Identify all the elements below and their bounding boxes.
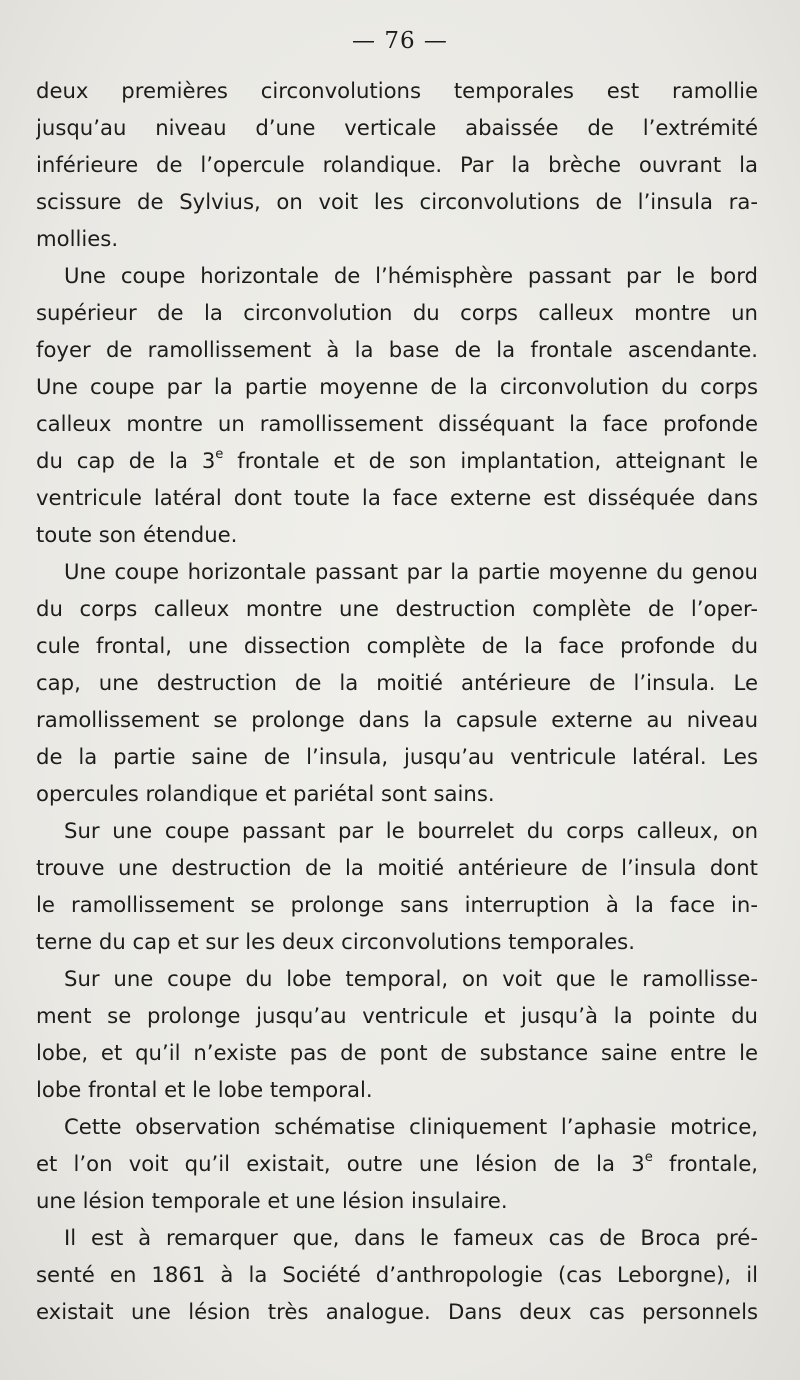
paragraph (36, 72, 758, 257)
paragraph (36, 1219, 758, 1330)
text-line: supérieur de la circonvolution du corps calleux montre un (36, 300, 758, 325)
paragraph (36, 812, 758, 960)
text-segment: frontale, (652, 1151, 758, 1176)
text-line: lobe frontal et le lobe temporal. (36, 1077, 373, 1102)
text-line: cule frontal, une dissection complète de la face profonde du (36, 633, 758, 658)
text-line: ment se prolonge jusqu’au ventricule et jusqu’à la pointe du (36, 1003, 758, 1028)
text-line: jusqu’au niveau d’une verticale abaissée de l’extrémité (36, 115, 758, 140)
paragraph (36, 257, 758, 553)
paragraph (36, 1108, 758, 1219)
text-line: le ramollissement se prolonge sans interruption à la face in- (36, 892, 758, 917)
text-line: toute son étendue. (36, 522, 238, 547)
text-line: de la partie saine de l’insula, jusqu’au ventricule latéral. Les (36, 744, 758, 769)
paragraph (36, 960, 758, 1108)
text-line: une lésion temporale et une lésion insulaire. (36, 1188, 508, 1213)
text-line: deux premières circonvolutions temporales est ramollie (36, 78, 758, 103)
text-line: ramollissement se prolonge dans la capsule externe au niveau (36, 707, 758, 732)
text-line: du corps calleux montre une destruction complète de l’oper- (36, 596, 758, 621)
superscript: e (644, 1150, 653, 1166)
body-text (36, 72, 758, 1330)
text-line: senté en 1861 à la Société d’anthropologie (cas Leborgne), il (36, 1262, 758, 1287)
text-line: existait une lésion très analogue. Dans deux cas personnels (36, 1299, 758, 1324)
text-line: Une coupe horizontale passant par la partie moyenne du genou (64, 559, 758, 584)
text-segment: du cap de la 3 (36, 448, 216, 473)
text-line: Il est à remarquer que, dans le fameux cas de Broca pré- (64, 1225, 758, 1250)
page-number: — 76 — (352, 28, 448, 54)
text-line: inférieure de l’opercule rolandique. Par la brèche ouvrant la (36, 152, 758, 177)
text-line: Sur une coupe du lobe temporal, on voit que le ramollisse- (64, 966, 758, 991)
superscript: e (215, 447, 224, 463)
text-line: Une coupe horizontale de l’hémisphère passant par le bord (64, 263, 758, 288)
text-line: Sur une coupe passant par le bourrelet du corps calleux, on (64, 818, 758, 843)
text-line: mollies. (36, 226, 119, 251)
text-line: foyer de ramollissement à la base de la frontale ascendante. (36, 337, 758, 362)
text-segment: frontale et de son implantation, atteignant le (223, 448, 758, 473)
text-line: cap, une destruction de la moitié antérieure de l’insula. Le (36, 670, 758, 695)
text-line: calleux montre un ramollissement disséquant la face profonde (36, 411, 758, 436)
text-line (36, 1145, 758, 1182)
text-line: scissure de Sylvius, on voit les circonvolutions de l’insula ra- (36, 189, 758, 214)
text-line: ventricule latéral dont toute la face externe est disséquée dans (36, 485, 758, 510)
text-line: trouve une destruction de la moitié antérieure de l’insula dont (36, 855, 758, 880)
text-segment: et l’on voit qu’il existait, outre une lésion de la 3 (36, 1151, 645, 1176)
text-line (36, 442, 758, 479)
text-line: lobe, et qu’il n’existe pas de pont de substance saine entre le (36, 1040, 758, 1065)
text-line: Une coupe par la partie moyenne de la circonvolution du corps (36, 374, 758, 399)
text-line: Cette observation schématise cliniquement l’aphasie motrice, (64, 1114, 758, 1139)
text-line: terne du cap et sur les deux circonvolutions temporales. (36, 929, 635, 954)
text-line: opercules rolandique et pariétal sont sains. (36, 781, 495, 806)
paragraph (36, 553, 758, 812)
